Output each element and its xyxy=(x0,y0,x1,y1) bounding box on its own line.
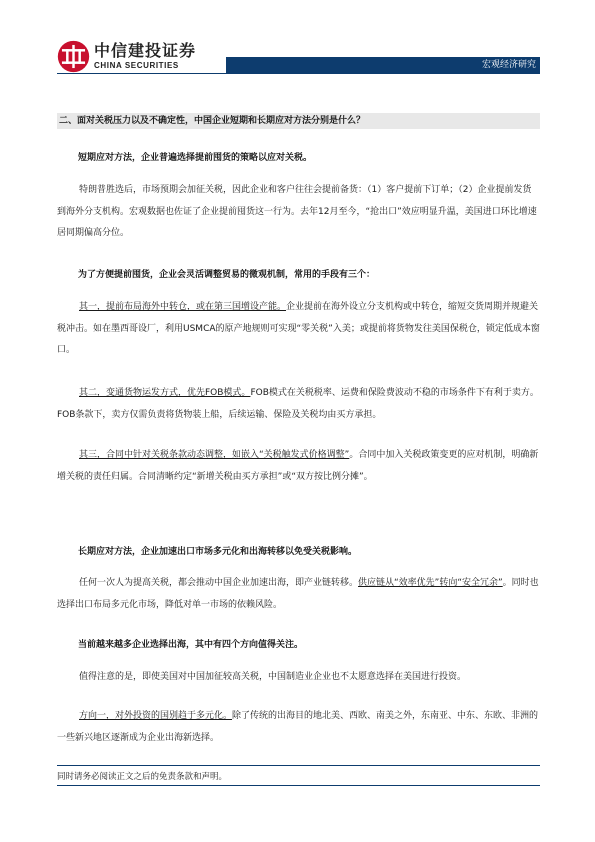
method-three-paragraph xyxy=(57,445,540,488)
long-term-paragraph xyxy=(57,573,540,616)
micro-mechanism-heading: 为了方便提前囤货，企业会灵活调整贸易的微观机制，常用的手段有三个： xyxy=(78,270,376,280)
short-term-heading: 短期应对方法，企业普遍选择提前囤货的策略以应对关税。 xyxy=(78,153,313,163)
method-two-text: FOB模式在关税税率、运费和保险费波动不稳的市场条件下有利于卖方。FOB条款下，卖方仅需负责将货物装上船，后续运输、保险及关税均由买方承担。 xyxy=(57,388,539,420)
footer-disclaimer: 同时请务必阅读正文之后的免责条款和声明。 xyxy=(57,772,228,782)
method-one-lead: 其一，提前布局海外中转仓，或在第三国增设产能。 xyxy=(79,302,287,312)
logo-english-name: CHINA SECURITIES xyxy=(94,60,179,70)
four-directions-heading: 当前越来越多企业选择出海，其中有四个方向值得关注。 xyxy=(78,640,304,650)
citic-logo-icon xyxy=(57,40,90,73)
method-one-paragraph xyxy=(57,297,540,362)
direction-one-paragraph xyxy=(57,706,540,749)
method-one-text: 企业提前在海外设立分支机构或中转仓，缩短交货周期并规避关税冲击。如在墨西哥设厂，利用USMCA的原产地规则可实现“零关税”入美；或提前将货物发往美国保税仓，锁定低成本窗口。 xyxy=(57,302,540,355)
long-term-heading: 长期应对方法，企业加速出口市场多元化和出海转移以免受关税影响。 xyxy=(78,547,358,557)
note-paragraph xyxy=(57,667,540,689)
short-term-text: 特朗普胜选后，市场预期会加征关税，因此企业和客户往往会提前备货：（1）客户提前下订单；（2）企业提前发货到海外分支机构。宏观数据也佐证了企业提前囤货这一行为。去年12月至今，“抢出口”效应明显升温，美国进口环比增速居同期偏高分位。 xyxy=(57,185,537,238)
method-two-lead: 其二，变通货物运发方式，优先FOB模式。 xyxy=(79,388,251,398)
logo-chinese-name: 中信建投证券 xyxy=(94,40,197,60)
footer-divider xyxy=(57,765,540,766)
long-term-text: 任何一次人为提高关税，都会推动中国企业加速出海，即产业链转移。 xyxy=(79,578,359,588)
header-divider xyxy=(57,73,540,74)
method-three-text: 。合同中加入关税政策变更的应对机制，明确新增关税的责任归属。合同清晰约定“新增关税由买方承担”或“双方按比例分摊”。 xyxy=(57,450,539,482)
section-title: 二、面对关税压力以及不确定性，中国企业短期和长期应对方法分别是什么？ xyxy=(57,113,540,129)
company-logo xyxy=(57,39,196,73)
note-text: 值得注意的是，即使美国对中国加征较高关税，中国制造业企业也不太愿意选择在美国进行投资。 xyxy=(79,672,467,682)
method-two-paragraph xyxy=(57,383,540,426)
short-term-paragraph xyxy=(57,180,540,245)
direction-one-lead: 方向一，对外投资的国别趋于多元化。 xyxy=(79,711,233,721)
direction-one-text: 除了传统的出海目的地北美、西欧、南美之外，东南亚、中东、东欧、非洲的一些新兴地区逐渐成为企业出海新选择。 xyxy=(57,711,539,743)
section-label-bar: 宏观经济研究 xyxy=(226,57,540,73)
supply-chain-shift: 供应链从“效率优先”转向“安全冗余” xyxy=(358,578,503,588)
long-term-text-rest: 。同时也选择出口布局多元化市场，降低对单一市场的依赖风险。 xyxy=(57,578,539,610)
footer-divider-bottom xyxy=(57,785,540,786)
method-three-lead: 其三，合同中针对关税条款动态调整，如嵌入“关税触发式价格调整” xyxy=(79,450,350,460)
